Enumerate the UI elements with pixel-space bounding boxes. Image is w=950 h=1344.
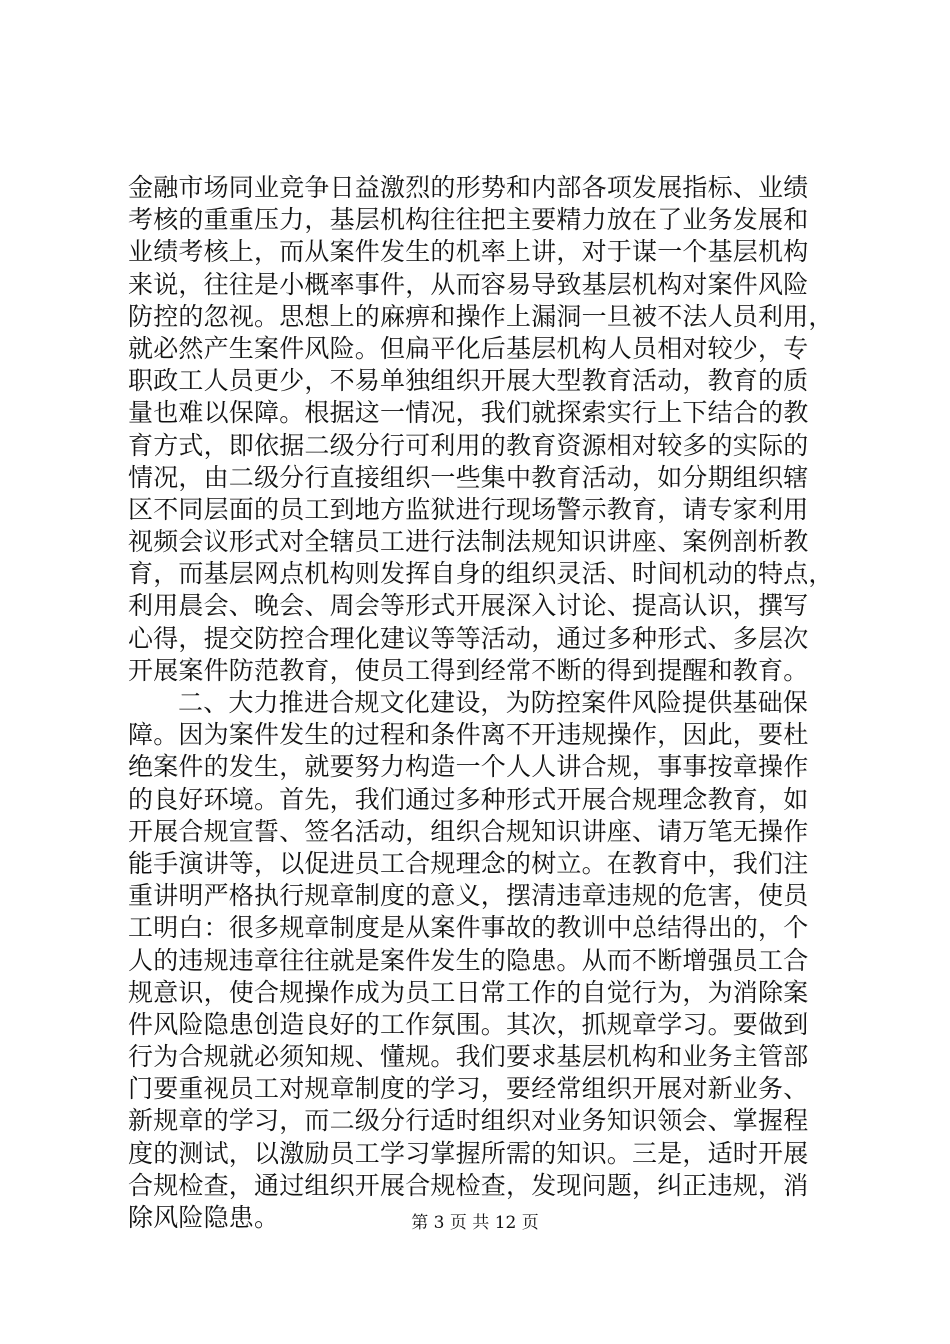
page-number: 第 3 页 共 12 页 <box>411 1213 539 1233</box>
text-line: 人的违规违章往往就是案件发生的隐患。从而不断增强员工合 <box>128 945 809 975</box>
text-line: 考核的重重压力，基层机构往往把主要精力放在了业务发展和 <box>128 205 809 235</box>
text-line: 度的测试，以激励员工学习掌握所需的知识。三是，适时开展 <box>128 1138 809 1168</box>
text-line: 情况，由二级分行直接组织一些集中教育活动，如分期组织辖 <box>128 462 809 492</box>
section-heading-line: 二、大力推进合规文化建设，为防控案件风险提供基础保 <box>178 688 809 717</box>
text-line: 规意识，使合规操作成为员工日常工作的自觉行为，为消除案 <box>128 977 809 1007</box>
text-line: 障。因为案件发生的过程和条件离不开违规操作，因此，要杜 <box>128 720 809 750</box>
page-footer <box>0 1212 950 1234</box>
text-line: 开展案件防范教育，使员工得到经常不断的得到提醒和教育。 <box>128 655 809 685</box>
text-line: 育方式，即依据二级分行可利用的教育资源相对较多的实际的 <box>128 430 809 460</box>
text-line: 防控的忽视。思想上的麻痹和操作上漏洞一旦被不法人员利用， <box>128 301 834 331</box>
text-line: 就必然产生案件风险。但扁平化后基层机构人员相对较少，专 <box>128 333 809 363</box>
text-line: 的良好环境。首先，我们通过多种形式开展合规理念教育，如 <box>128 784 809 814</box>
text-line: 量也难以保障。根据这一情况，我们就探索实行上下结合的教 <box>128 398 809 428</box>
text-line: 门要重视员工对规章制度的学习，要经常组织开展对新业务、 <box>128 1074 809 1104</box>
text-line: 除风险隐患。 <box>128 1203 280 1232</box>
text-line: 利用晨会、晚会、周会等形式开展深入讨论、提高认识，撰写 <box>128 591 809 621</box>
text-line: 育，而基层网点机构则发挥自身的组织灵活、时间机动的特点， <box>128 559 834 589</box>
text-line: 职政工人员更少，不易单独组织开展大型教育活动，教育的质 <box>128 366 809 396</box>
body-text <box>128 172 834 1234</box>
text-line: 心得，提交防控合理化建议等等活动，通过多种形式、多层次 <box>128 623 809 653</box>
text-line: 开展合规宣誓、签名活动，组织合规知识讲座、请万笔无操作 <box>128 816 809 846</box>
text-line: 金融市场同业竞争日益激烈的形势和内部各项发展指标、业绩 <box>128 173 809 202</box>
text-line: 重讲明严格执行规章制度的意义，摆清违章违规的危害，使员 <box>128 881 809 911</box>
text-line: 合规检查，通过组织开展合规检查，发现问题，纠正违规，消 <box>128 1170 809 1200</box>
text-line: 新规章的学习，而二级分行适时组织对业务知识领会、掌握程 <box>128 1106 809 1136</box>
text-line: 件风险隐患创造良好的工作氛围。其次，抓规章学习。要做到 <box>128 1009 809 1039</box>
text-line: 行为合规就必须知规、懂规。我们要求基层机构和业务主管部 <box>128 1042 809 1072</box>
text-line: 工明白：很多规章制度是从案件事故的教训中总结得出的，个 <box>128 913 809 943</box>
text-line: 来说，往往是小概率事件，从而容易导致基层机构对案件风险 <box>128 269 809 299</box>
text-line: 绝案件的发生，就要努力构造一个人人讲合规，事事按章操作 <box>128 752 809 782</box>
text-line: 能手演讲等，以促进员工合规理念的树立。在教育中，我们注 <box>128 848 809 878</box>
text-line: 视频会议形式对全辖员工进行法制法规知识讲座、案例剖析教 <box>128 527 809 557</box>
text-line: 区不同层面的员工到地方监狱进行现场警示教育，请专家利用 <box>128 494 809 524</box>
text-line: 业绩考核上，而从案件发生的机率上讲，对于谋一个基层机构 <box>128 237 809 267</box>
